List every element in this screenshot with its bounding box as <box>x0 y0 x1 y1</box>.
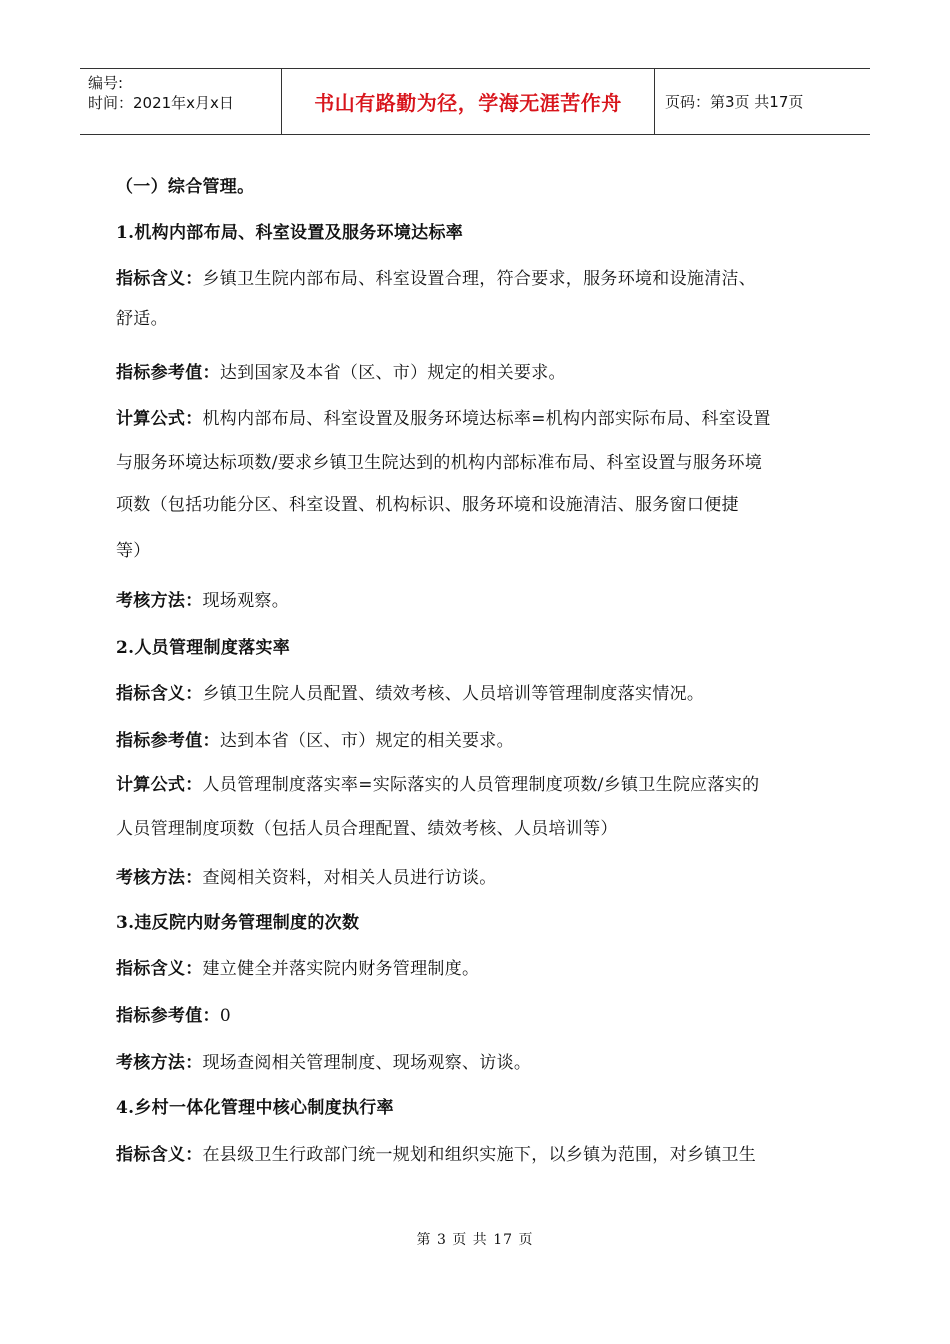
paragraph-line <box>116 730 514 753</box>
page-header <box>80 68 870 135</box>
field-label: 考核方法： <box>116 868 203 888</box>
section-heading <box>116 1097 394 1120</box>
paragraph-line <box>116 408 771 431</box>
line-text: 达到国家及本省（区、市）规定的相关要求。 <box>219 363 566 383</box>
paragraph-line <box>116 494 739 517</box>
field-label: 计算公式： <box>116 775 203 795</box>
field-label: 指标参考值： <box>116 363 220 383</box>
line-text: 4.乡村一体化管理中核心制度执行率 <box>116 1098 394 1118</box>
line-text: 3.违反院内财务管理制度的次数 <box>116 913 360 933</box>
header-motto: 书山有路勤为径，学海无涯苦作舟 <box>282 69 655 134</box>
header-meta <box>80 69 282 134</box>
line-text: 现场查阅相关管理制度、现场观察、访谈。 <box>202 1053 532 1073</box>
page-footer: 第 3 页 共 17 页 <box>416 1232 534 1248</box>
line-text: 人员管理制度落实率=实际落实的人员管理制度项数/乡镇卫生院应落实的 <box>202 775 760 795</box>
field-label: 指标含义： <box>116 1145 203 1165</box>
field-label: 指标含义： <box>116 269 203 289</box>
line-text: 在县级卫生行政部门统一规划和组织实施下，以乡镇为范围，对乡镇卫生 <box>202 1145 757 1165</box>
line-text: 建立健全并落实院内财务管理制度。 <box>202 959 480 979</box>
line-text: 人员管理制度项数（包括人员合理配置、绩效考核、人员培训等） <box>116 819 618 839</box>
header-page-label: 页码：第3页 共17页 <box>665 93 804 111</box>
line-text: 1.机构内部布局、科室设置及服务环境达标率 <box>116 223 464 243</box>
paragraph-line <box>116 1005 231 1028</box>
paragraph-line <box>116 452 762 475</box>
paragraph-line <box>116 818 618 841</box>
field-label: 指标参考值： <box>116 1006 220 1026</box>
document-number-label: 编号: <box>88 74 124 92</box>
line-text: 现场观察。 <box>202 591 289 611</box>
paragraph-line <box>116 268 756 291</box>
paragraph-line <box>116 308 168 331</box>
paragraph-line <box>116 683 704 706</box>
section-heading <box>116 637 290 660</box>
line-text: 项数（包括功能分区、科室设置、机构标识、服务环境和设施清洁、服务窗口便捷 <box>116 495 739 515</box>
section-heading <box>116 222 463 245</box>
field-label: 指标含义： <box>116 959 203 979</box>
paragraph-line <box>116 1144 756 1167</box>
paragraph-line <box>116 774 759 797</box>
line-text: 达到本省（区、市）规定的相关要求。 <box>219 731 514 751</box>
field-label: 计算公式： <box>116 409 203 429</box>
paragraph-line <box>116 1052 531 1075</box>
line-text: 0 <box>219 1006 231 1026</box>
paragraph-line <box>116 362 566 385</box>
field-label: 考核方法： <box>116 1053 203 1073</box>
section-heading <box>116 912 359 935</box>
line-text: 机构内部布局、科室设置及服务环境达标率=机构内部实际布局、科室设置 <box>202 409 771 429</box>
paragraph-line <box>116 540 151 563</box>
line-text: 查阅相关资料，对相关人员进行访谈。 <box>202 868 497 888</box>
paragraph-line <box>116 958 479 981</box>
line-text: 乡镇卫生院内部布局、科室设置合理，符合要求，服务环境和设施清洁、 <box>202 269 757 289</box>
field-label: 指标含义： <box>116 684 203 704</box>
line-text: 舒适。 <box>116 309 168 329</box>
section-heading <box>116 176 254 199</box>
field-label: 指标参考值： <box>116 731 220 751</box>
paragraph-line <box>116 590 289 613</box>
paragraph-line <box>116 867 497 890</box>
line-text: 与服务环境达标项数/要求乡镇卫生院达到的机构内部标准布局、科室设置与服务环境 <box>116 453 763 473</box>
document-time-label: 时间：2021年x月x日 <box>88 94 234 112</box>
line-text: 乡镇卫生院人员配置、绩效考核、人员培训等管理制度落实情况。 <box>202 684 705 704</box>
line-text: 2.人员管理制度落实率 <box>116 638 291 658</box>
field-label: 考核方法： <box>116 591 203 611</box>
line-text: （一）综合管理。 <box>116 177 255 197</box>
line-text: 等） <box>116 541 151 561</box>
